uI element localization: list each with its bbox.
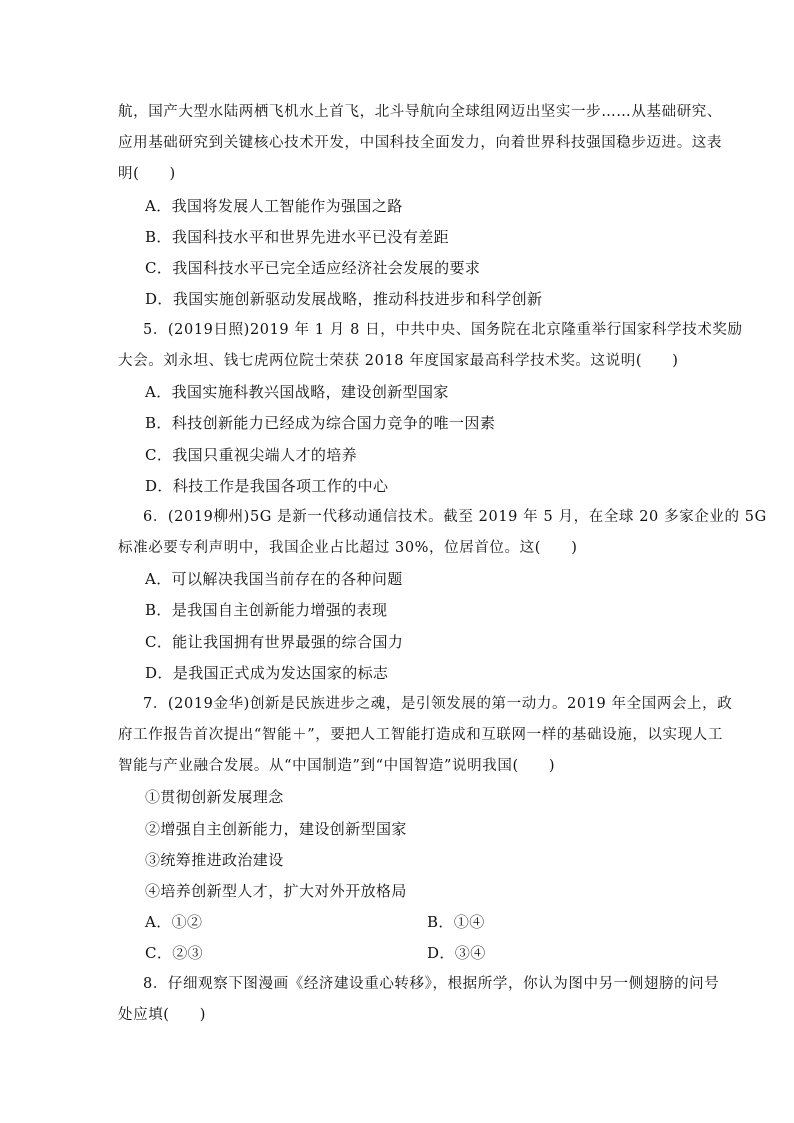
q7-option-d: D．③④ xyxy=(427,944,486,962)
q7-stem-line1: 7．(2019金华)创新是民族进步之魂，是引领发展的第一动力。2019 年全国两会上，政 xyxy=(143,696,733,712)
q4-option-b: B．我国科技水平和世界先进水平已没有差距 xyxy=(145,228,450,246)
q6-option-c: C．能让我国拥有世界最强的综合国力 xyxy=(145,633,404,651)
q7-option-b: B．①④ xyxy=(427,913,485,931)
q5-option-a: A．我国实施科教兴国战略，建设创新型国家 xyxy=(145,383,449,401)
q7-statement-1: ①贯彻创新发展理念 xyxy=(145,788,284,806)
q5-stem-line2: 大会。刘永坦、钱七虎两位院士荣获 2018 年度国家最高科学技术奖。这说明( ) xyxy=(118,353,679,369)
q7-option-c: C．②③ xyxy=(145,944,204,962)
q7-stem-line3: 智能与产业融合发展。从“中国制造”到“中国智造”说明我国( ) xyxy=(118,758,556,774)
q4-stem-line3: 明( ) xyxy=(118,166,176,182)
q7-stem-line2: 府工作报告首次提出“智能＋”，要把人工智能打造成和互联网一样的基础设施，以实现人工 xyxy=(118,727,723,743)
q6-stem-line1: 6．(2019柳州)5G 是新一代移动通信技术。截至 2019 年 5 月，在全球 20 多家企业的 5G xyxy=(143,509,767,525)
q5-stem-line1: 5．(2019日照)2019 年 1 月 8 日，中共中央、国务院在北京隆重举行国家科学技术奖励 xyxy=(143,322,743,338)
q6-option-b: B．是我国自主创新能力增强的表现 xyxy=(145,601,388,619)
q8-stem-line2: 处应填( ) xyxy=(118,1007,207,1023)
q4-stem-line1: 航，国产大型水陆两栖飞机水上首飞，北斗导航向全球组网迈出坚实一步……从基础研究、 xyxy=(118,104,722,120)
q5-option-d: D．科技工作是我国各项工作的中心 xyxy=(145,477,389,495)
q5-option-b: B．科技创新能力已经成为综合国力竞争的唯一因素 xyxy=(145,414,496,432)
q4-stem-line2: 应用基础研究到关键核心技术开发，中国科技全面发力，向着世界科技强国稳步迈进。这表 xyxy=(118,135,722,151)
q5-option-c: C．我国只重视尖端人才的培养 xyxy=(145,446,358,464)
q7-option-a: A．①② xyxy=(145,913,203,931)
q8-stem-line1: 8．仔细观察下图漫画《经济建设重心转移》，根据所学，你认为图中另一侧翅膀的问号 xyxy=(143,976,720,992)
q7-statement-2: ②增强自主创新能力，建设创新型国家 xyxy=(145,820,407,838)
q6-stem-line2: 标准必要专利声明中，我国企业占比超过 30%，位居首位。这( ) xyxy=(118,540,578,556)
q7-statement-3: ③统筹推进政治建设 xyxy=(145,851,284,869)
q6-option-a: A．可以解决我国当前存在的各种问题 xyxy=(145,570,403,588)
q4-option-c: C．我国科技水平已完全适应经济社会发展的要求 xyxy=(145,259,481,277)
q4-option-a: A．我国将发展人工智能作为强国之路 xyxy=(145,197,403,215)
q7-statement-4: ④培养创新型人才，扩大对外开放格局 xyxy=(145,882,407,900)
q6-option-d: D．是我国正式成为发达国家的标志 xyxy=(145,664,389,682)
q4-option-d: D．我国实施创新驱动发展战略，推动科技进步和科学创新 xyxy=(145,290,543,308)
